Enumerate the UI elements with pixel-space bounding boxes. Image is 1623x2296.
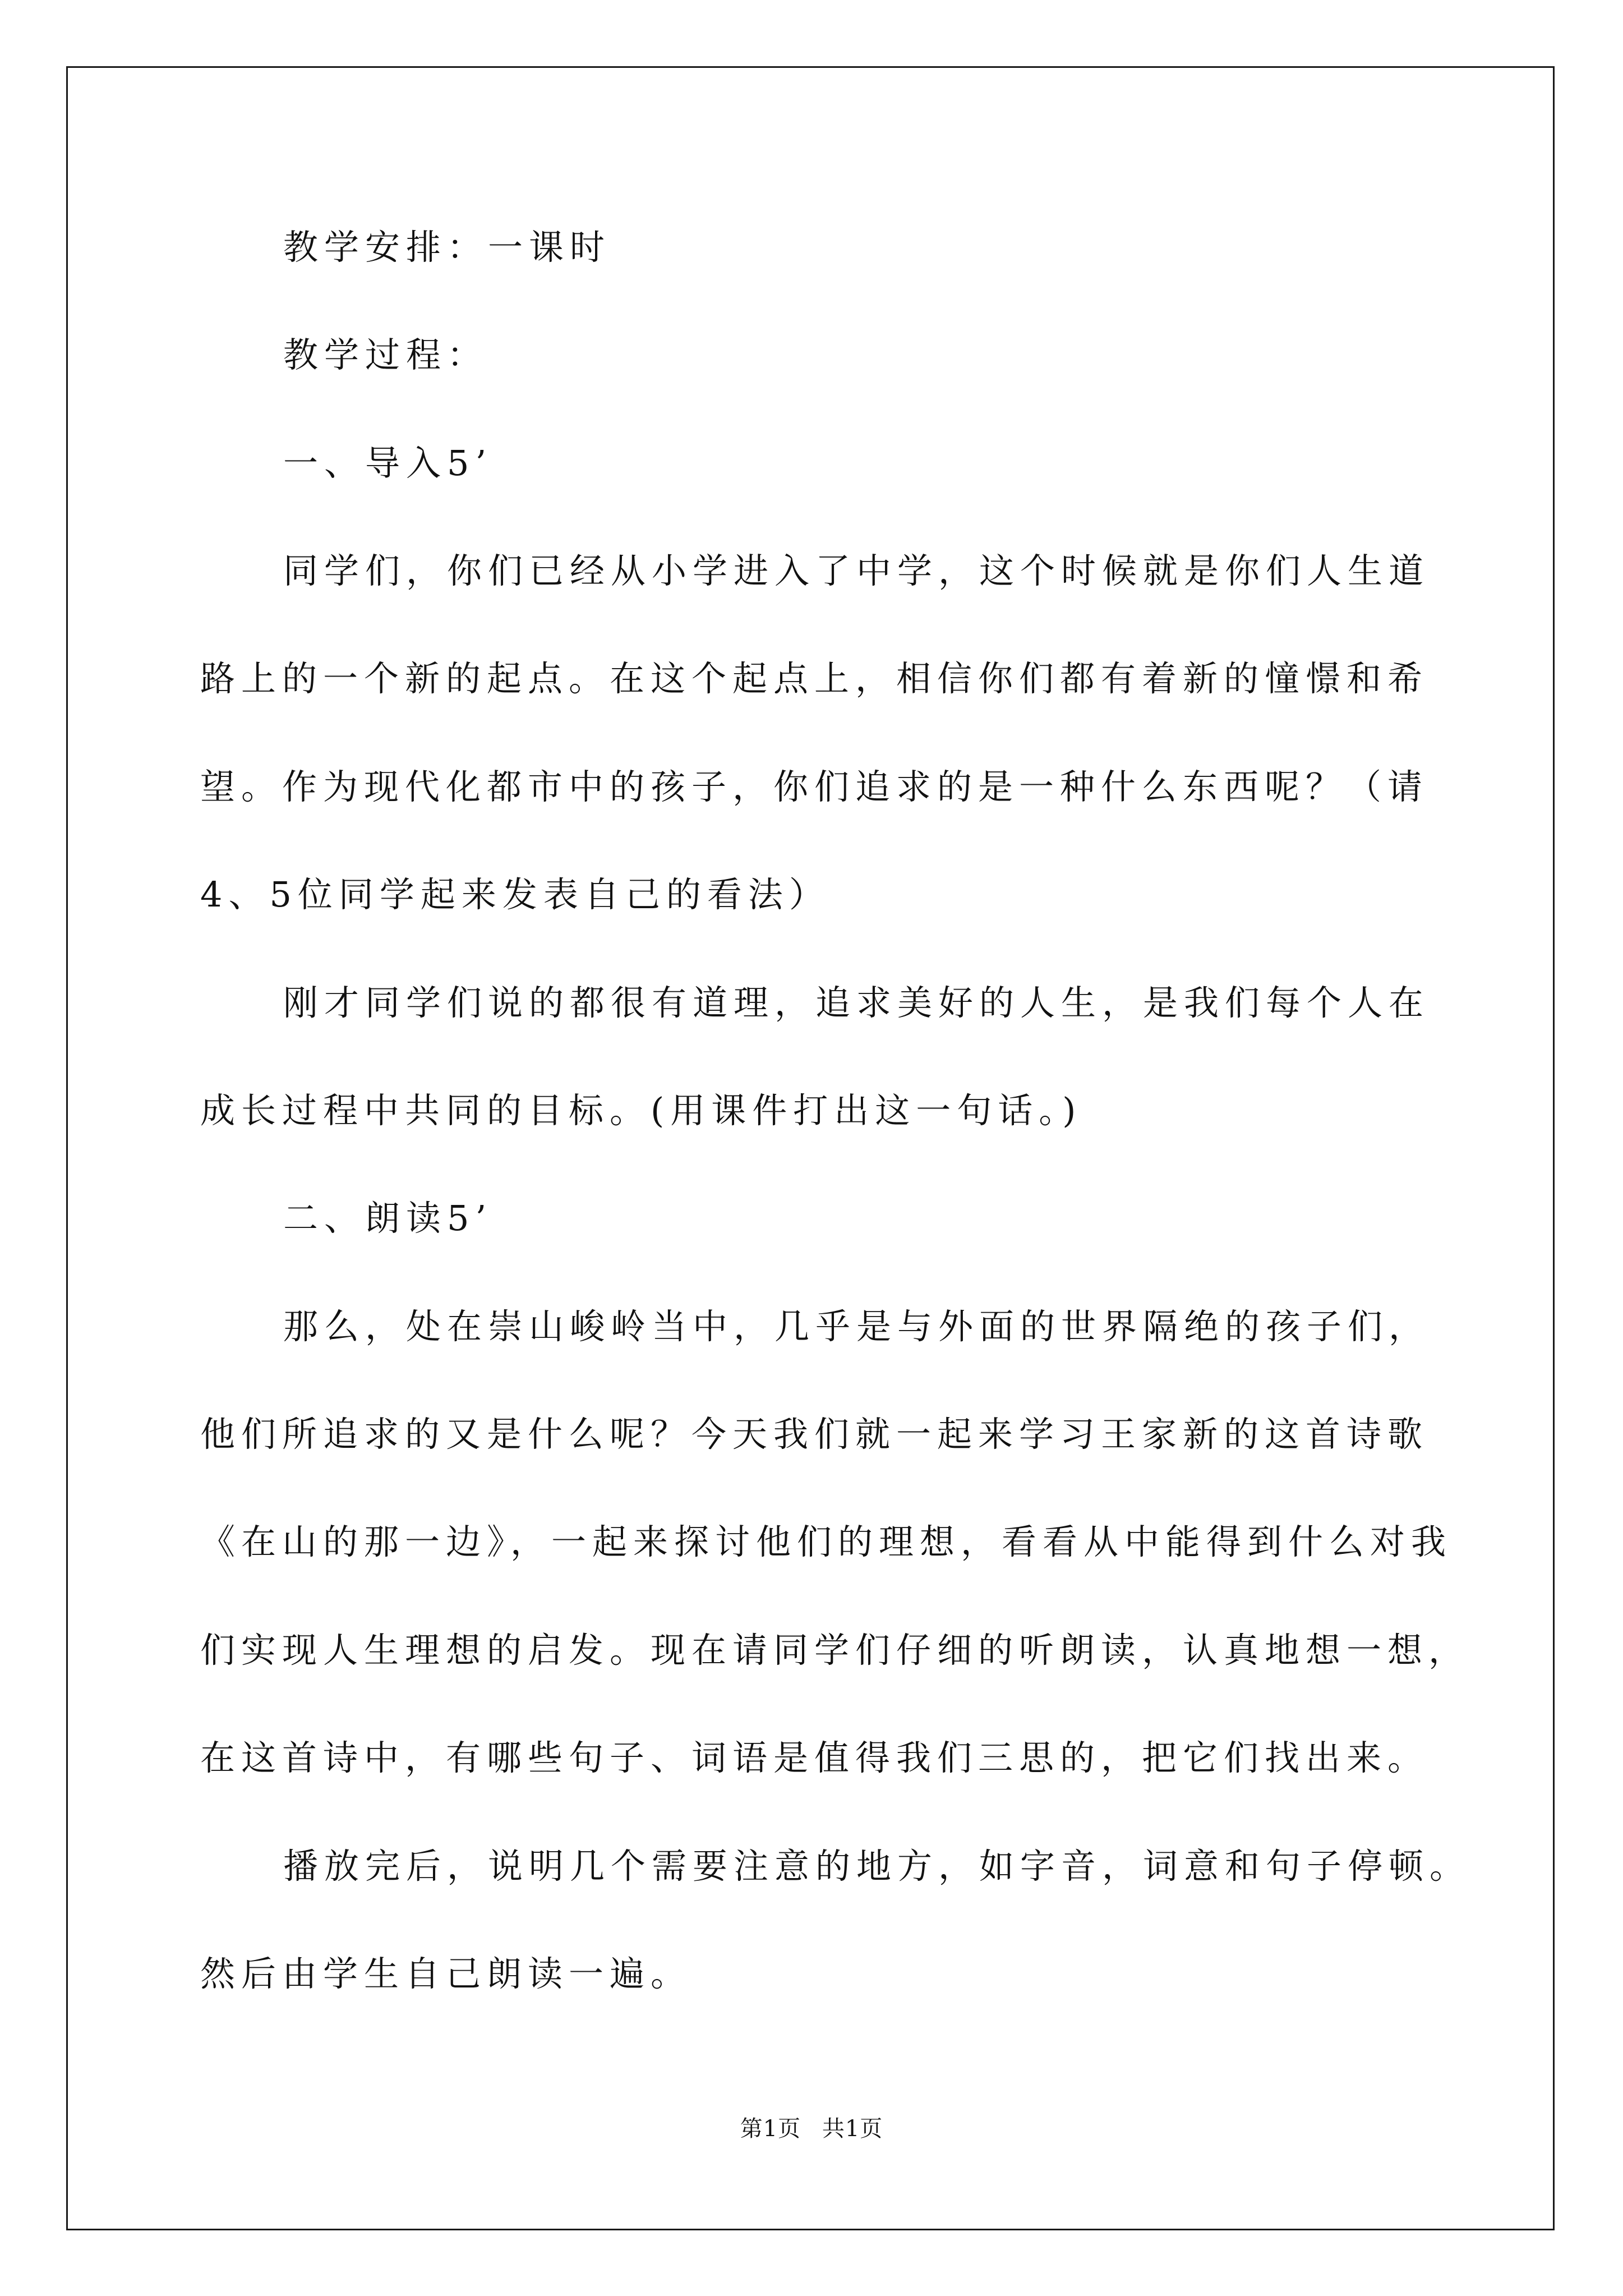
paragraph-line: 《在山的那一边》，一起来探讨他们的理想，看看从中能得到什么对我 <box>200 1521 1453 1562</box>
paragraph-line: 那么，处在崇山峻岭当中，几乎是与外面的世界隔绝的孩子们， <box>283 1306 1430 1347</box>
paragraph-line: 们实现人生理想的启发。现在请同学们仔细的听朗读，认真地想一想， <box>200 1630 1470 1671</box>
process-heading: 教学过程： <box>283 334 488 375</box>
paragraph-line: 播放完后，说明几个需要注意的地方，如字音，词意和句子停顿。 <box>283 1846 1471 1887</box>
paragraph-line: 成长过程中共同的目标。(用课件打出这一句话。) <box>200 1090 1082 1131</box>
page-number: 第1页 <box>740 2116 801 2142</box>
page-border <box>66 66 1555 2230</box>
paragraph-line: 4、5位同学起来发表自己的看法） <box>200 874 830 915</box>
schedule-line: 教学安排：一课时 <box>283 227 611 268</box>
paragraph-line: 然后由学生自己朗读一遍。 <box>200 1953 692 1994</box>
paragraph-line: 他们所追求的又是什么呢？今天我们就一起来学习王家新的这首诗歌 <box>200 1414 1429 1455</box>
section-heading-intro: 一、导入5’ <box>283 443 493 484</box>
page-total: 共1页 <box>822 2116 883 2142</box>
paragraph-line: 望。作为现代化都市中的孩子，你们追求的是一种什么东西呢？（请 <box>200 766 1429 807</box>
paragraph-line: 同学们，你们已经从小学进入了中学，这个时候就是你们人生道 <box>283 550 1430 591</box>
paragraph-line: 在这首诗中，有哪些句子、词语是值得我们三思的，把它们找出来。 <box>200 1737 1429 1778</box>
page-footer <box>0 2118 1623 2140</box>
section-heading-reading: 二、朗读5’ <box>283 1198 493 1239</box>
paragraph-line: 路上的一个新的起点。在这个起点上，相信你们都有着新的憧憬和希 <box>200 658 1429 699</box>
paragraph-line: 刚才同学们说的都很有道理，追求美好的人生，是我们每个人在 <box>283 982 1430 1023</box>
